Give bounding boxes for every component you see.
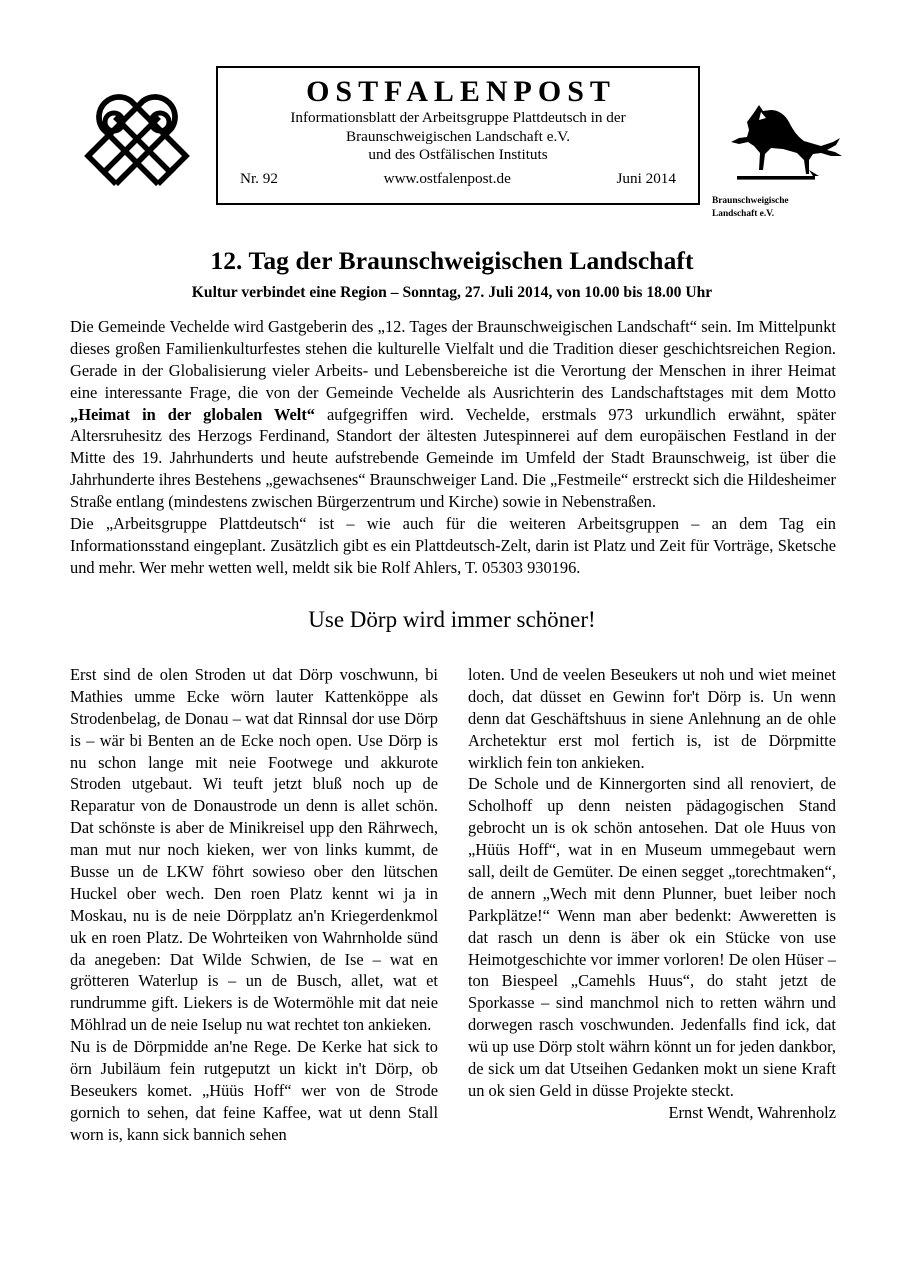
right-column-paragraph-2: De Schole und de Kinnergorten sind all renoviert, de Scholhoff up denn neisten pädagogischen Stand gebrocht un is ok schön antosehen. Dat ole Huus von „Hüüs Hoff“, wat in en Museum ummegebaut wern sall, deilt de Gemüter. De einen segget „torechtmaken“, de annern „Wech mit denn Plunner, buet leiber noch Parkplätze!“ Wenn man aber bedenkt: Awweretten is dat rasch un denn is äber ok ein Stücke von use Heimotgeschichte vor immer vorloren! De olen Hüser – ton Biespeel „Camehls Huus“, do staht jetzt de Sporkasse – sind manchmol nich to retten währn und dorwegen rasch voschwunden. Jedenfalls find ick, dat wü up use Dörp stolt währn könnt un for jeden dankbor, de sick um dat Utseihen Gedanken mokt un siene Kraft un ok sien Geld in düsse Projekte steckt. xyxy=(468,774,836,1100)
lead-paragraph-1-text-before-motto: Die Gemeinde Vechelde wird Gastgeberin des „12. Tages der Braunschweigischen Landschaft“ sein. Im Mittelpunkt dieses großen Familienkulturfestes stehen die kulturelle Vielfalt und die Tradition dieser geschichtsreichen Region. Gerade in der Globalisierung vieler Arbeits- und Lebensbereiche ist die Verortung der Menschen in ihrer Heimat eine interessante Frage, die von der Gemeinde Vechelde als Ausrichterin des Landschaftstages mit dem Motto xyxy=(70,317,836,402)
logo-caption-line-1: Braunschweigische xyxy=(712,196,789,206)
masthead-subtitle-line-2: Braunschweigischen Landschaft e.V. xyxy=(345,127,571,145)
lead-article-headline: 12. Tag der Braunschweigischen Landschaft xyxy=(210,246,694,275)
article-byline: Ernst Wendt, Wahrenholz xyxy=(668,1102,836,1122)
left-column-paragraph-2: Nu is de Dörpmidde an'ne Rege. De Kerke hat sick to örn Jubiläum fein rutgeputzt un kickt in't Dörp, ob Beseukers komet. „Hüüs Hoff“ wer von de Strode gornich to sehen, dat feine Kaffee, wat ut denn Stall worn is, kann sick bannich sehen xyxy=(70,1037,438,1144)
braunschweigische-landschaft-horse-logo xyxy=(706,98,851,223)
masthead-subtitle-line-1: Informationsblatt der Arbeitsgruppe Plattdeutsch in der xyxy=(290,109,626,127)
paper-title: OSTFALENPOST xyxy=(306,75,616,108)
masthead-meta xyxy=(218,165,698,188)
left-column-paragraph-1: Erst sind de olen Stroden ut dat Dörp voschwunn, bi Mathies umme Ecke wörn lauter Kattenköppe als Strodenbelag, de Donau – wat dat Rinnsal dor use Dörp is – wär bi Benten an de Ecke noch open. Use Dörp is nu schon lange mit neie Footwege und akkurote Stroden utgebaut. Wi teuft jetzt bluß noch up de Reparatur von de Donaustrode un denn is allet schön. Dat schönste is aber de Minikreisel upp den Rährwech, man mut nur noch kieken, wer von links kummt, de Busse un de LKW föhrt sowieso ober den lütschen Huckel ober wech. Den roen Platz kennt wi ja in Moskau, nu is de neie Dörpplatz an'n Kriegerdenkmol uk en roen Platz. De Wohrteiken von Wahrnholde sünd da anegeben: Dat Wilde Schwien, de Ise – wat en grötteren Waterlup is – un de Busch, allet, wat et rundrumme gift. Liekers is de Wotermöhle mit dat neie Möhlrad un de neie Iselup nu wat rechtet ton ankieken. xyxy=(70,665,438,1035)
lead-article-body xyxy=(70,316,836,579)
ostfalen-crossed-horse-heads-emblem xyxy=(62,86,212,206)
second-article-columns xyxy=(70,664,836,1146)
masthead-subtitle-line-3: und des Ostfälischen Instituts xyxy=(368,146,548,164)
masthead-box xyxy=(216,66,700,205)
second-article-column-left xyxy=(70,664,438,1146)
right-column-paragraph-1: loten. Und de veelen Beseukers ut noh und wiet meinet doch, dat düsset en Gewinn for't Dörp is. Un wenn denn dat Geschäftshuus in siene Anlehnung an de ohle Archetektur erst mol fertich is, ist de Dörpmitte wirklich fein ton ankieken. xyxy=(468,665,836,772)
second-article-headline: Use Dörp wird immer schöner! xyxy=(308,607,596,632)
website-url[interactable]: www.ostfalenpost.de xyxy=(383,169,511,187)
second-article-column-right xyxy=(468,664,836,1146)
issue-date: Juni 2014 xyxy=(616,169,676,187)
lead-paragraph-2: Die „Arbeitsgruppe Plattdeutsch“ ist – wie auch für die weiteren Arbeitsgruppen – an dem Tag ein Informationsstand eingeplant. Zusätzlich gibt es ein Plattdeutsch-Zelt, darin ist Platz und Zeit für Vorträge, Sketsche und mehr. Wer mehr wetten well, meldt sik bie Rolf Ahlers, T. 05303 930196. xyxy=(70,514,836,577)
lead-paragraph-1 xyxy=(70,316,836,513)
issue-number: Nr. 92 xyxy=(240,169,278,187)
event-motto: „Heimat in der globalen Welt“ xyxy=(70,404,316,424)
masthead xyxy=(0,60,904,219)
lead-article-subheadline: Kultur verbindet eine Region – Sonntag, 27. Juli 2014, von 10.00 bis 18.00 Uhr xyxy=(191,284,713,301)
lead-paragraph-1-text-after-motto: aufgegriffen wird. Vechelde, erstmals 973 urkundlich erwähnt, später Altersruhesitz des Herzogs Ferdinand, Standort der ältesten Jutespinnerei auf dem europäischen Festland in der Mitte des 19. Jahrhunderts und heute aufstrebende Gemeinde im Umfeld der Stadt Braunschweig, ist über die Jahrhunderte ihres Bestehens „gewachsenes“ Braunschweiger Land. Die „Festmeile“ erstreckt sich die Hildesheimer Straße entlang (mindestens zwischen Bürgerzentrum und Kirche) sowie in Nebenstraßen. xyxy=(70,404,836,512)
logo-caption-line-2: Landschaft e.V. xyxy=(712,208,775,219)
